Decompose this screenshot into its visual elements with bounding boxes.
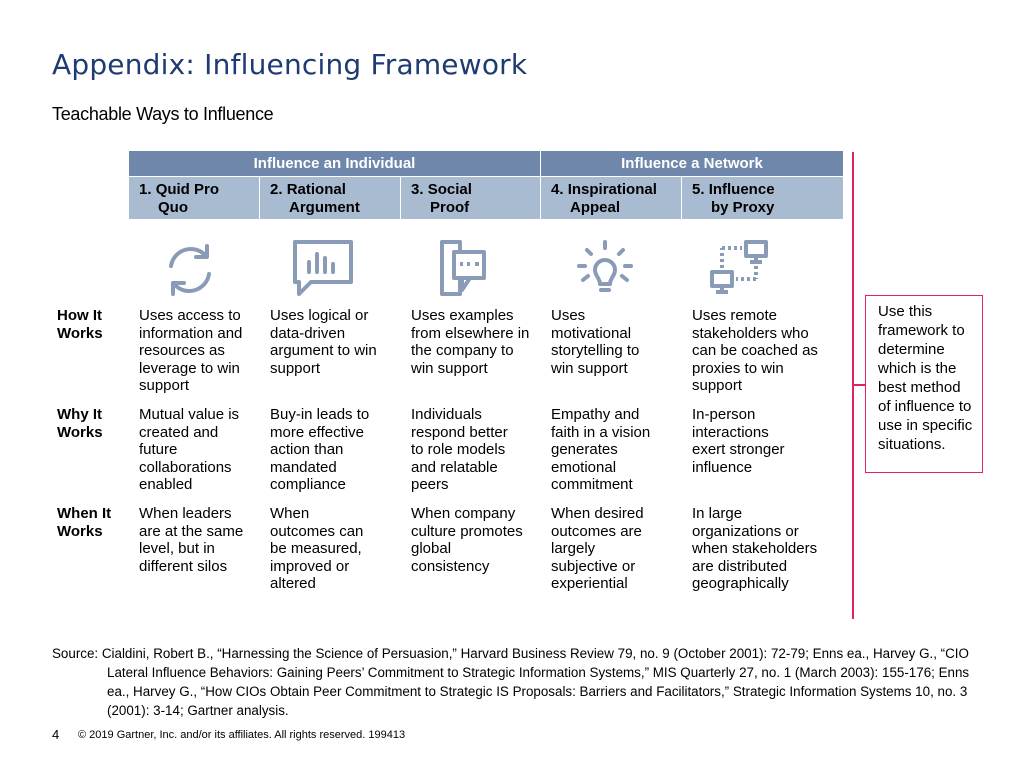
cell-when-social-proof: When company culture promotes global consistency <box>411 505 523 575</box>
cell-how-quid-pro-quo: Uses access to information and resources as leverage to win support <box>139 307 243 394</box>
cell-when-quid-pro-quo: When leaders are at the same level, but in different silos <box>139 505 244 575</box>
row-label-why-it-works: Why It Works <box>57 406 103 441</box>
network-monitors-icon <box>708 238 772 302</box>
row-label-when-it-works: When It Works <box>57 505 112 540</box>
column-title-line1: Influence <box>708 181 775 198</box>
cell-how-inspirational-appeal: Uses motivational storytelling to win support <box>551 307 640 377</box>
column-title-line1: Rational <box>286 181 346 198</box>
column-title-line2: Proof <box>430 199 470 216</box>
bar-chart-speech-icon <box>291 238 355 302</box>
cell-how-rational-argument: Uses logical or data-driven argument to win support <box>270 307 377 377</box>
column-number: 1. <box>139 181 152 198</box>
column-title-line1: Social <box>427 181 472 198</box>
refresh-cycle-icon <box>158 238 222 302</box>
column-header-quid-pro-quo <box>129 177 259 219</box>
cell-why-quid-pro-quo: Mutual value is created and future collaborations enabled <box>139 406 240 493</box>
column-header-rational-argument <box>260 177 400 219</box>
column-header-influence-by-proxy <box>682 177 843 219</box>
page-subtitle: Teachable Ways to Influence <box>52 104 274 124</box>
lightbulb-icon <box>573 238 637 302</box>
cell-why-rational-argument: Buy-in leads to more effective action than mandated compliance <box>270 406 370 493</box>
cell-why-inspirational-appeal: Empathy and faith in a vision generates emotional commitment <box>551 406 651 493</box>
copyright-notice: © 2019 Gartner, Inc. and/or its affiliates. All rights reserved. 199413 <box>78 729 406 741</box>
page-number: 4 <box>52 727 60 742</box>
group-header-network: Influence a Network <box>541 151 843 176</box>
callout-box: Use this framework to determine which is the best method of influence to use in specific situations. <box>865 295 983 473</box>
documents-icon <box>432 238 496 302</box>
column-title-line1: Inspirational <box>567 181 657 198</box>
column-title-line1: Quid Pro <box>155 181 220 198</box>
column-header-inspirational-appeal <box>541 177 681 219</box>
column-title-line2: Appeal <box>570 199 621 216</box>
column-title-line2: Quo <box>158 199 188 216</box>
cell-why-social-proof: Individuals respond better to role models and relatable peers <box>411 406 508 493</box>
cell-how-influence-by-proxy: Uses remote stakeholders who can be coached as proxies to win support <box>692 307 818 394</box>
cell-when-inspirational-appeal: When desired outcomes are largely subjective or experiential <box>551 505 644 592</box>
column-number: 4. <box>551 181 564 198</box>
column-number: 5. <box>692 181 705 198</box>
column-number: 2. <box>270 181 283 198</box>
cell-when-rational-argument: When outcomes can be measured, improved or altered <box>270 505 364 592</box>
cell-why-influence-by-proxy: In-person interactions exert stronger influence <box>692 406 785 476</box>
cell-how-social-proof: Uses examples from elsewhere in the company to win support <box>411 307 530 377</box>
source-citation: Source: Cialdini, Robert B., “Harnessing the Science of Persuasion,” Harvard Business Review 79, no. 9 (October 2001): 72-79; Enns ea., Harvey G., “CIO Lateral Influence Behaviors: Gaining Peers’ Commitment to Strategic Information Systems,” MIS Quarterly 27, no. 1 (March 2003): 155-176; Enns ea., Harvey G., “How CIOs Obtain Peer Commitment to Strategic IS Proposals: Barriers and Facilitators,” Strategic Information Systems 10, no. 3 (2001): 3-14; Gartner analysis. <box>52 646 970 718</box>
row-label-how-it-works: How It Works <box>57 307 103 342</box>
column-title-line2: Argument <box>289 199 360 216</box>
page-title: Appendix: Influencing Framework <box>52 48 528 81</box>
group-header-individual: Influence an Individual <box>129 151 540 176</box>
column-title-line2: by Proxy <box>711 199 775 216</box>
cell-when-influence-by-proxy: In large organizations or when stakeholders are distributed geographically <box>692 505 818 592</box>
column-number: 3. <box>411 181 424 198</box>
column-header-social-proof <box>401 177 540 219</box>
